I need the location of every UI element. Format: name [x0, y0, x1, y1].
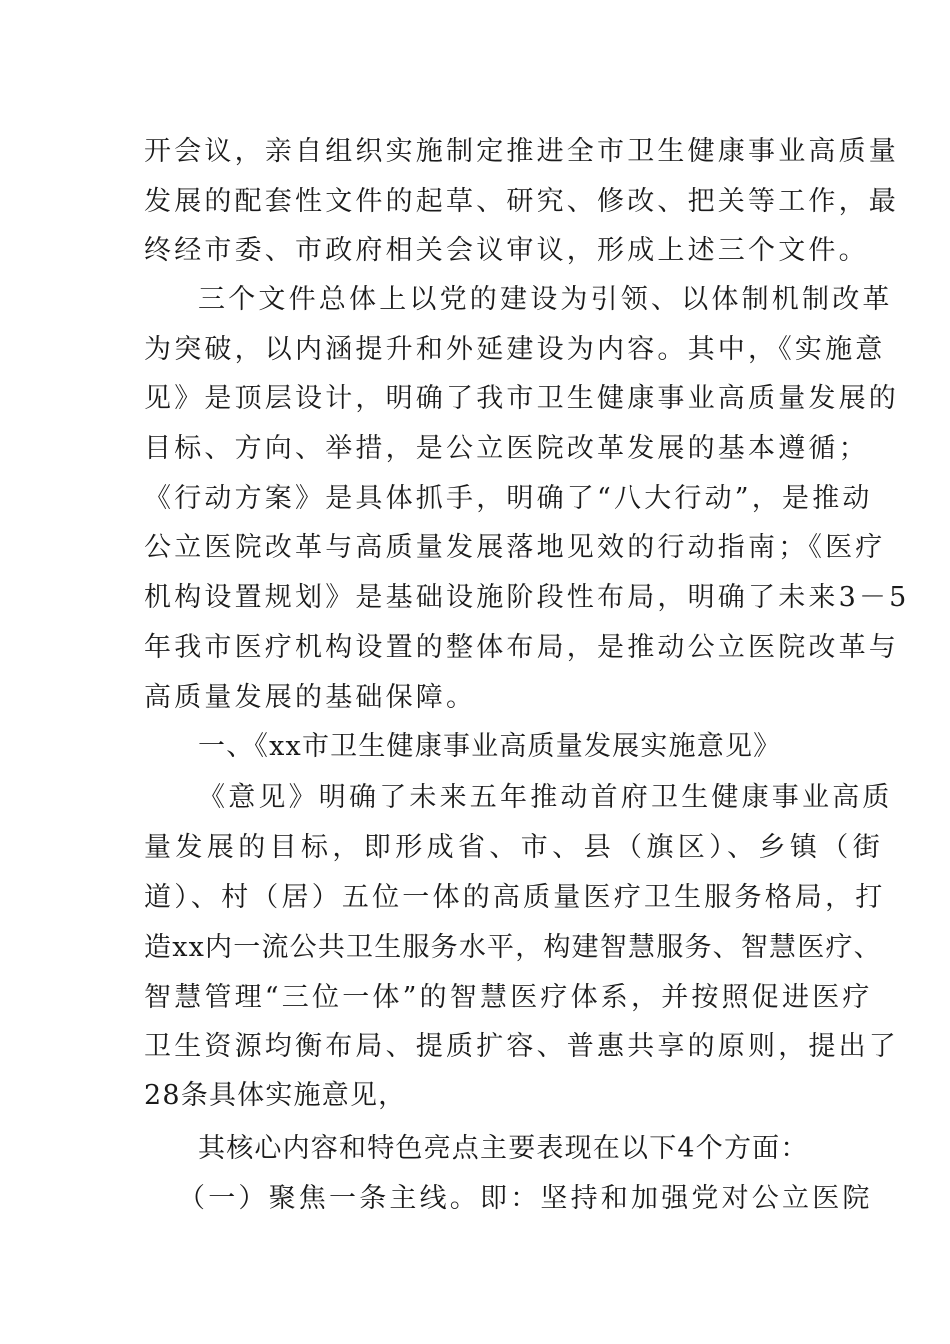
paragraph-line: 智慧管理“三位一体”的智慧医疗体系，并按照促进医疗 — [144, 982, 873, 1013]
paragraph-line: 开会议，亲自组织实施制定推进全市卫生健康事业高质量 — [144, 136, 899, 167]
paragraph-line: 《行动方案》是具体抓手，明确了“八大行动”，是推动 — [144, 483, 873, 514]
paragraph-line: 道）、村（居）五位一体的高质量医疗卫生服务格局，打 — [144, 882, 886, 913]
paragraph-line: 为突破，以内涵提升和外延建设为内容。其中，《实施意 — [144, 334, 886, 365]
paragraph-line: 终经市委、市政府相关会议审议，形成上述三个文件。 — [144, 235, 869, 266]
paragraph-line: 28条具体实施意见， — [144, 1080, 407, 1111]
paragraph-line: 三个文件总体上以党的建设为引领、以体制机制改革 — [198, 284, 893, 315]
paragraph-line: 其核心内容和特色亮点主要表现在以下4个方面： — [198, 1133, 809, 1164]
paragraph-line: 目标、方向、举措，是公立医院改革发展的基本遵循； — [144, 433, 869, 464]
paragraph-line: 《意见》明确了未来五年推动首府卫生健康事业高质 — [198, 782, 893, 813]
paragraph-line: 卫生资源均衡布局、提质扩容、普惠共享的原则，提出了 — [144, 1031, 899, 1062]
subsection-heading: （一）聚焦一条主线。即：坚持和加强党对公立医院 — [178, 1183, 873, 1214]
paragraph-line: 高质量发展的基础保障。 — [144, 682, 477, 713]
paragraph-line: 见》是顶层设计，明确了我市卫生健康事业高质量发展的 — [144, 383, 899, 414]
paragraph-line: 造xx内一流公共卫生服务水平，构建智慧服务、智慧医疗、 — [144, 932, 882, 963]
section-heading: 一、《xx市卫生健康事业高质量发展实施意见》 — [198, 731, 782, 762]
paragraph-line: 机构设置规划》是基础设施阶段性布局，明确了未来3－5 — [144, 582, 910, 613]
paragraph-line: 公立医院改革与高质量发展落地见效的行动指南；《医疗 — [144, 532, 886, 563]
paragraph-line: 年我市医疗机构设置的整体布局，是推动公立医院改革与 — [144, 632, 899, 663]
paragraph-line: 发展的配套性文件的起草、研究、修改、把关等工作，最 — [144, 186, 899, 217]
paragraph-line: 量发展的目标，即形成省、市、县（旗区）、乡镇（街 — [144, 832, 885, 863]
